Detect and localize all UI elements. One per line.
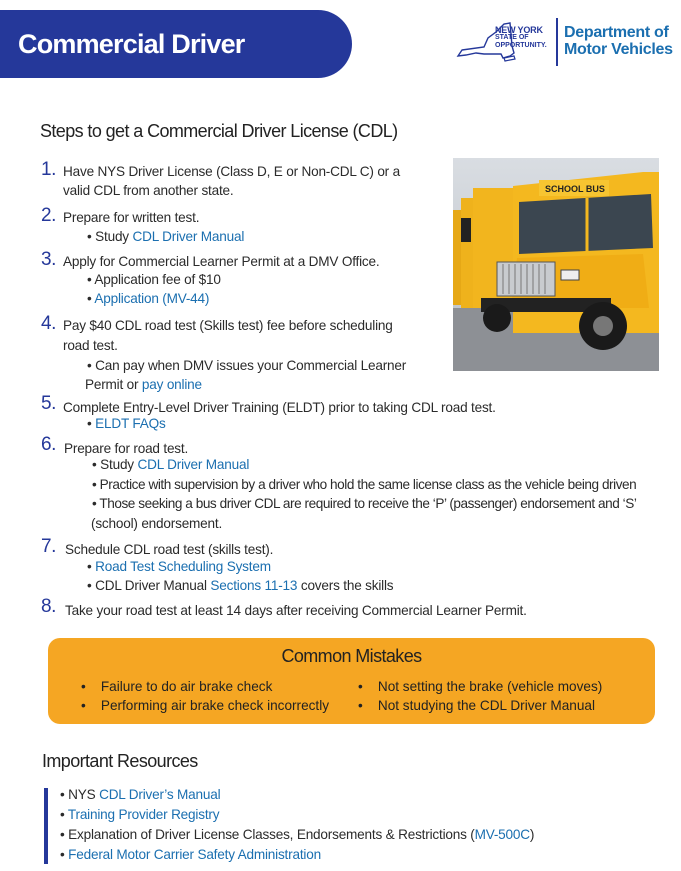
mistake-item: • Failure to do air brake check	[81, 679, 273, 694]
step-4-sub-cont: Permit or pay online	[85, 377, 202, 392]
application-mv44-link[interactable]: Application (MV-44)	[94, 291, 210, 306]
step-4-sub: • Can pay when DMV issues your Commercial Learner	[87, 358, 407, 373]
road-test-scheduling-link[interactable]: Road Test Scheduling System	[95, 559, 271, 574]
step-2-text: Prepare for written test.	[63, 210, 200, 225]
mv-500c-link[interactable]: MV-500C	[474, 827, 530, 842]
step-1-number: 1.	[41, 159, 56, 180]
nys-wordmark: NEW YORK STATE OF OPPORTUNITY.	[495, 25, 547, 49]
mistake-item: • Performing air brake check incorrectly	[81, 698, 330, 713]
step-3-text: Apply for Commercial Learner Permit at a DMV Office.	[63, 254, 380, 269]
step-4-number: 4.	[41, 313, 56, 334]
common-mistakes-heading: Common Mistakes	[281, 646, 422, 666]
step-7-sub-manual: • CDL Driver Manual Sections 11-13 covers the skills	[87, 578, 394, 593]
step-6-sub-bus-cont: (school) endorsement.	[91, 516, 223, 531]
step-8-number: 8.	[41, 596, 56, 617]
resource-item: • Training Provider Registry	[60, 807, 220, 822]
step-6-sub-practice: • Practice with supervision by a driver who hold the same license class as the vehicle being driven	[92, 477, 637, 492]
mistake-item: • Not setting the brake (vehicle moves)	[358, 679, 603, 694]
step-6-sub-study: • Study CDL Driver Manual	[92, 457, 250, 472]
cdl-driver-manual-link[interactable]: CDL Driver Manual	[132, 229, 245, 244]
bus-sign-text: SCHOOL BUS	[545, 184, 605, 194]
step-5-number: 5.	[41, 393, 56, 414]
logo-divider	[556, 18, 558, 66]
step-7-sub-scheduling: • Road Test Scheduling System	[87, 559, 271, 574]
step-6-number: 6.	[41, 434, 56, 455]
step-5-text: Complete Entry-Level Driver Training (ELDT) prior to taking CDL road test.	[63, 400, 496, 415]
step-8-text: Take your road test at least 14 days after receiving Commercial Learner Permit.	[65, 603, 527, 618]
cdl-driver-manual-link-2[interactable]: CDL Driver Manual	[137, 457, 250, 472]
step-3-number: 3.	[41, 249, 56, 270]
step-2-sub: • Study CDL Driver Manual	[87, 229, 245, 244]
dmv-wordmark: Department of Motor Vehicles	[564, 24, 673, 58]
step-7-text: Schedule CDL road test (skills test).	[65, 542, 274, 557]
step-7-number: 7.	[41, 536, 56, 557]
step-6-text: Prepare for road test.	[64, 441, 189, 456]
step-4-text: Pay $40 CDL road test (Skills test) fee before scheduling	[63, 318, 393, 333]
step-2-number: 2.	[41, 205, 56, 226]
resource-item: • Explanation of Driver License Classes, Endorsements & Restrictions (MV-500C)	[60, 827, 535, 842]
sections-11-13-link[interactable]: Sections 11-13	[210, 578, 298, 593]
resources-heading: Important Resources	[42, 751, 198, 771]
nys-dmv-logo[interactable]	[454, 16, 679, 68]
step-6-sub-bus: • Those seeking a bus driver CDL are required to receive the ‘P’ (passenger) endorsement and ‘S’	[92, 496, 637, 511]
common-mistakes-box	[48, 638, 655, 724]
step-4-text-cont: road test.	[63, 338, 118, 353]
step-1-text: Have NYS Driver License (Class D, E or Non-CDL C) or a	[63, 164, 400, 179]
training-provider-registry-link[interactable]: Training Provider Registry	[67, 807, 220, 822]
steps-heading: Steps to get a Commercial Driver License (CDL)	[40, 121, 398, 141]
resource-item: • Federal Motor Carrier Safety Administration	[60, 847, 321, 862]
page-title-banner	[0, 10, 352, 127]
step-3-sub-application: • Application (MV-44)	[87, 291, 210, 306]
cdl-drivers-manual-link[interactable]: CDL Driver’s Manual	[99, 787, 221, 802]
step-1-text-cont: valid CDL from another state.	[63, 183, 234, 198]
step-3-sub-fee: • Application fee of $10	[87, 272, 221, 287]
school-bus-photo	[453, 158, 659, 371]
eldt-faqs-link[interactable]: ELDT FAQs	[95, 416, 166, 431]
resource-item: • NYS CDL Driver’s Manual	[60, 787, 221, 802]
pay-online-link[interactable]: pay online	[141, 377, 202, 392]
step-5-sub: • ELDT FAQs	[87, 416, 166, 431]
resources-accent-bar	[44, 788, 48, 864]
page-title: Commercial Driver Resources	[18, 29, 245, 127]
mistake-item: • Not studying the CDL Driver Manual	[358, 698, 595, 713]
fmcsa-link[interactable]: Federal Motor Carrier Safety Administration	[68, 847, 321, 862]
